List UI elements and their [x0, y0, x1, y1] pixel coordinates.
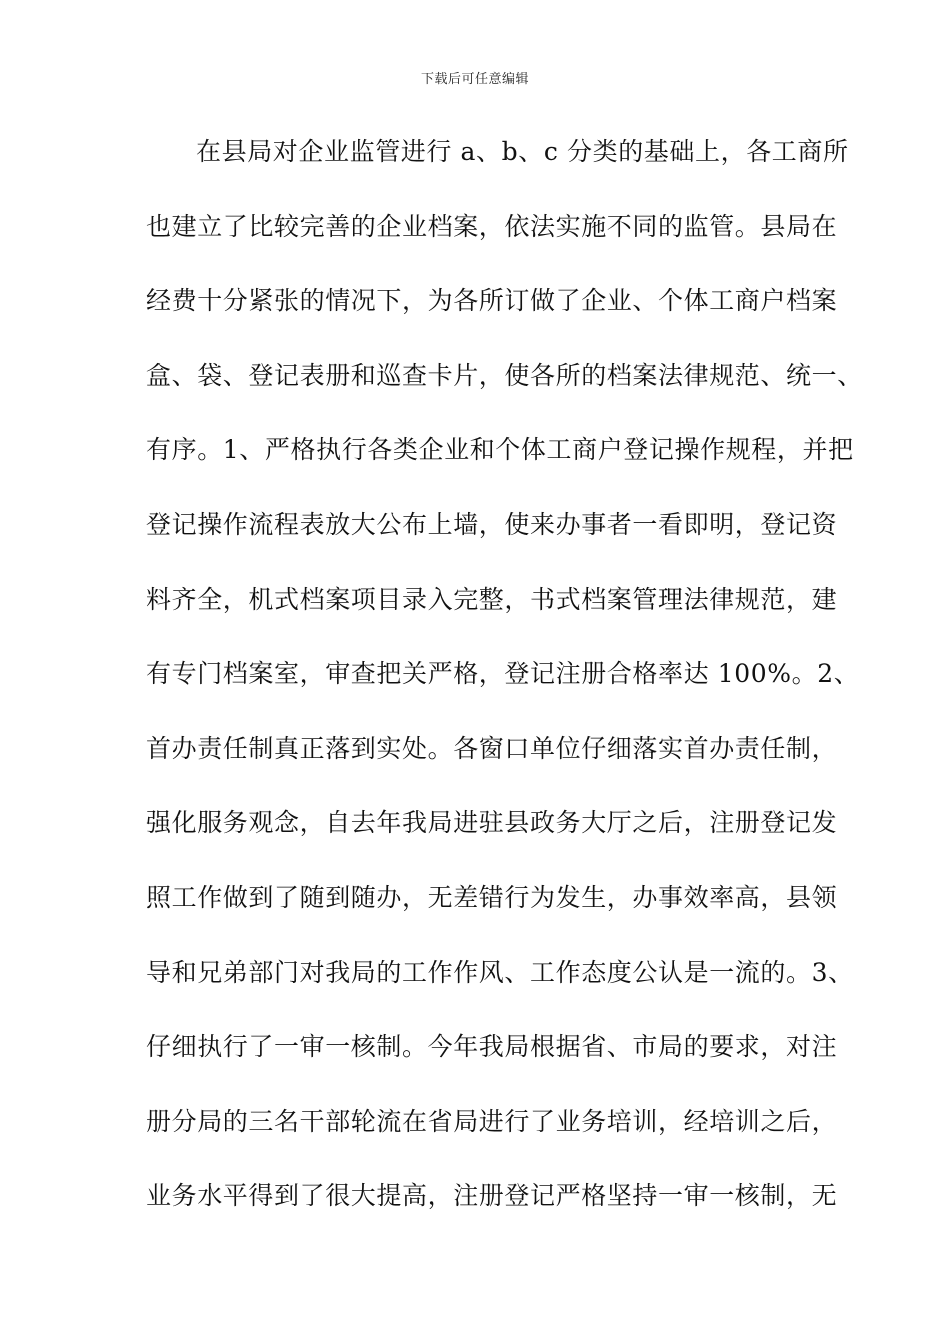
text-line: 也建立了比较完善的企业档案，依法实施不同的监管。县局在 [146, 211, 838, 241]
text-line: 照工作做到了随到随办，无差错行为发生，办事效率高，县领 [146, 882, 838, 912]
text-line: 首办责任制真正落到实处。各窗口单位仔细落实首办责任制， [146, 733, 838, 763]
text-line: 料齐全，机式档案项目录入完整，书式档案管理法律规范，建 [146, 584, 838, 614]
text-line: 册分局的三名干部轮流在省局进行了业务培训，经培训之后， [146, 1106, 838, 1136]
text-line: 仔细执行了一审一核制。今年我局根据省、市局的要求，对注 [146, 1032, 838, 1062]
header-note: 下载后可任意编辑 [420, 72, 529, 87]
text-line: 有专门档案室，审查把关严格，登记注册合格率达 100%。2、 [146, 659, 860, 689]
text-line: 在县局对企业监管进行 a、b、c 分类的基础上，各工商所 [196, 137, 849, 166]
text-line: 盒、袋、登记表册和巡查卡片，使各所的档案法律规范、统一、 [146, 360, 863, 390]
text-line: 强化服务观念，自去年我局进驻县政务大厅之后，注册登记发 [146, 808, 838, 838]
body-text [146, 128, 863, 1247]
text-line: 登记操作流程表放大公布上墙，使来办事者一看即明，登记资 [146, 509, 838, 539]
text-line: 导和兄弟部门对我局的工作作风、工作态度公认是一流的。3、 [146, 957, 854, 987]
text-line: 业务水平得到了很大提高，注册登记严格坚持一审一核制，无 [146, 1181, 838, 1211]
text-line: 有序。1、严格执行各类企业和个体工商户登记操作规程，并把 [146, 435, 854, 465]
text-line: 经费十分紧张的情况下，为各所订做了企业、个体工商户档案 [146, 286, 838, 316]
